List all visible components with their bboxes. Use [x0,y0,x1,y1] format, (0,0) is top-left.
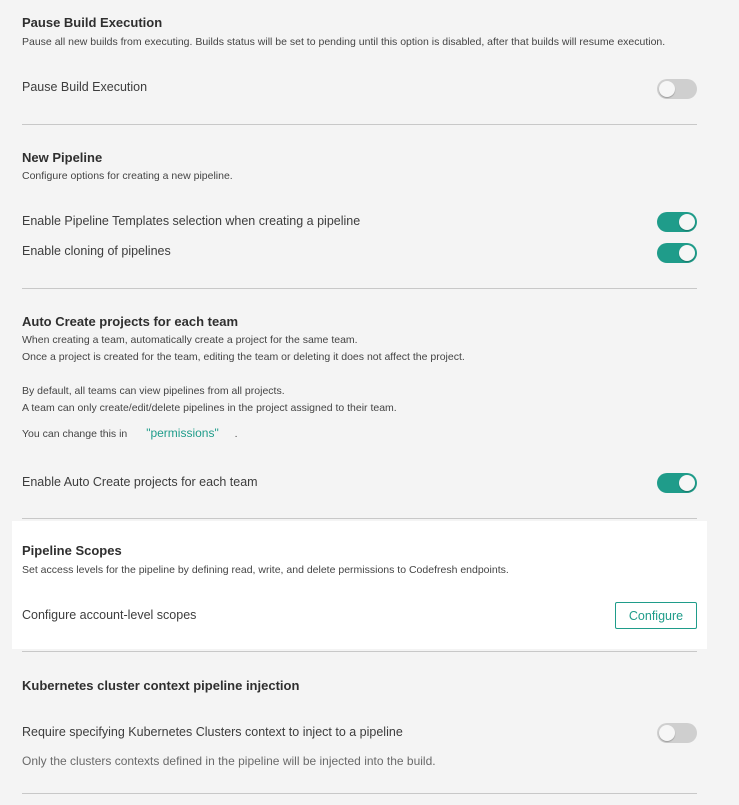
auto-create-toggle[interactable] [657,473,697,493]
toggle-knob [679,214,695,230]
divider [22,793,697,794]
pipeline-cloning-setting-label: Enable cloning of pipelines [22,244,171,258]
pipeline-templates-toggle[interactable] [657,212,697,232]
k8s-injection-title: Kubernetes cluster context pipeline injection [22,678,300,693]
pipeline-templates-setting-label: Enable Pipeline Templates selection when creating a pipeline [22,214,361,228]
new-pipeline-section [22,124,697,288]
pipeline-scopes-description: Set access levels for the pipeline by defining read, write, and delete permissions to Codefresh endpoints. [22,564,509,576]
pipeline-scopes-title: Pipeline Scopes [22,543,122,558]
toggle-knob [659,81,675,97]
pause-build-toggle[interactable] [657,79,697,99]
auto-create-description-line: By default, all teams can view pipelines from all projects. [22,385,285,397]
toggle-knob [659,725,675,741]
auto-create-description-line: A team can only create/edit/delete pipelines in the project assigned to their team. [22,402,397,414]
pause-build-description: Pause all new builds from executing. Builds status will be set to pending until this option is disabled, after that builds will resume execution. [22,36,666,48]
account-scopes-setting-label: Configure account-level scopes [22,608,197,622]
pause-build-setting-label: Pause Build Execution [22,80,148,94]
permissions-link[interactable]: "permissions" [146,426,219,440]
k8s-injection-hint: Only the clusters contexts defined in the pipeline will be injected into the build. [22,754,436,768]
pause-build-section [22,0,697,124]
toggle-knob [679,245,695,261]
auto-create-setting-label: Enable Auto Create projects for each team [22,475,258,489]
divider [22,518,697,519]
k8s-injection-setting-label: Require specifying Kubernetes Clusters context to inject to a pipeline [22,725,403,739]
toggle-knob [679,475,695,491]
new-pipeline-title: New Pipeline [22,150,103,165]
k8s-injection-section [22,651,697,793]
pause-build-title: Pause Build Execution [22,15,163,30]
pipeline-scopes-section [22,521,697,649]
configure-button[interactable]: Configure [615,602,697,629]
auto-create-title: Auto Create projects for each team [22,314,239,329]
permissions-note-suffix: . [234,428,238,440]
permissions-note [22,426,238,440]
auto-create-section [22,288,697,518]
new-pipeline-description: Configure options for creating a new pipeline. [22,170,233,182]
auto-create-description-line: Once a project is created for the team, editing the team or deleting it does not affect the project. [22,351,465,363]
auto-create-description-line: When creating a team, automatically create a project for the same team. [22,334,358,346]
permissions-note-text: You can change this in [22,428,128,440]
pipeline-cloning-toggle[interactable] [657,243,697,263]
k8s-injection-toggle[interactable] [657,723,697,743]
